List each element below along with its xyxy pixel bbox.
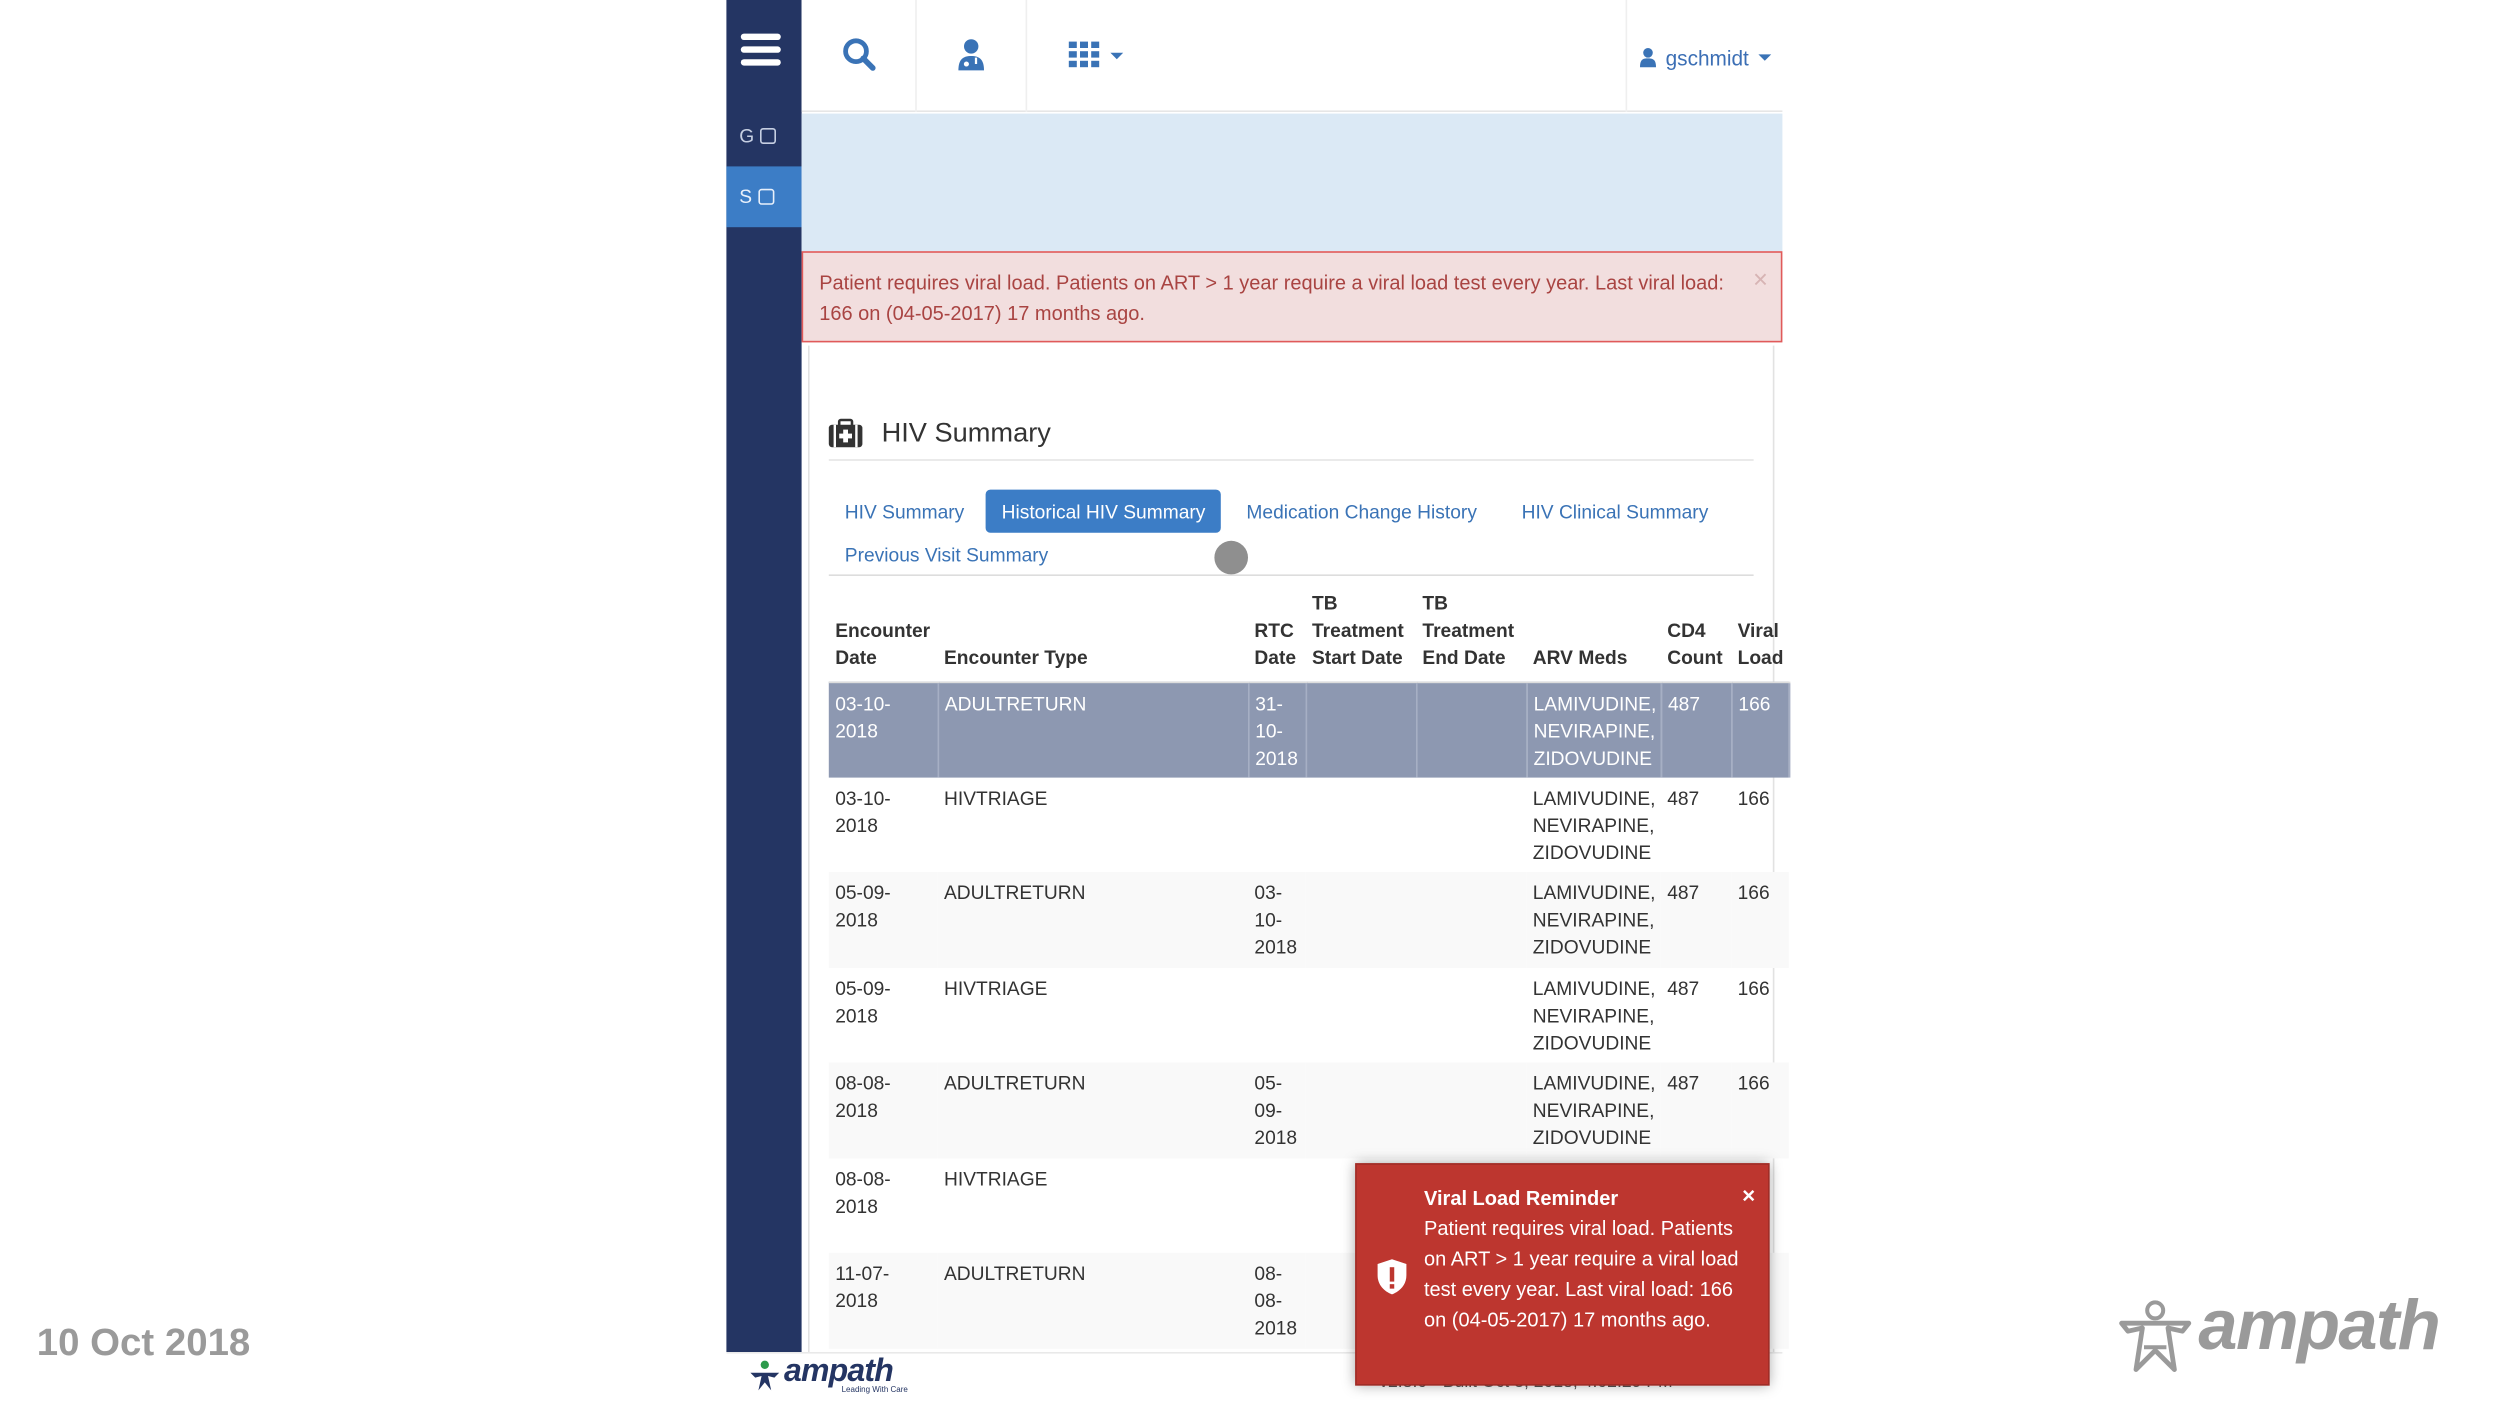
cell-cd4: 487 (1661, 1062, 1731, 1157)
column-header: ARV Meds (1526, 589, 1660, 682)
touch-cursor (1214, 541, 1248, 575)
cell-tb-end (1416, 682, 1526, 777)
ampath-watermark-icon (2115, 1299, 2195, 1382)
username: gschmidt (1665, 45, 1749, 70)
nav-divider (1626, 0, 1628, 112)
table-row[interactable] (829, 1062, 1789, 1157)
nav-divider (1026, 0, 1028, 112)
cell-cd4: 487 (1667, 786, 1700, 809)
column-header: TB Treatment End Date (1416, 589, 1526, 682)
sidebar-item-g[interactable] (726, 106, 801, 167)
cell-arv-meds: LAMIVUDINE, NEVIRAPINE, ZIDOVUDINE (1532, 976, 1656, 1054)
cell-viral-load: 166 (1731, 1062, 1789, 1157)
cell-tb-start (1306, 967, 1416, 1062)
tabs-divider (829, 574, 1754, 576)
hiv-summary-header (829, 414, 1754, 460)
table-row[interactable] (829, 967, 1789, 1062)
tab-previous-visit-summary[interactable]: Previous Visit Summary (844, 543, 1049, 566)
cell-rtc-date: 08-08-2018 (1248, 1253, 1306, 1348)
column-header: RTC Date (1248, 589, 1306, 682)
toast-close-button[interactable]: × (1742, 1182, 1756, 1208)
alert-message: Patient requires viral load. Patients on ART > 1 year require a viral load test every year. Last viral load: 166 on (04-05-2017) 17 months ago. (819, 272, 1724, 325)
sidebar-item-s[interactable] (726, 166, 801, 227)
footer-tagline: Leading With Care (841, 1385, 908, 1396)
checkbox-icon (761, 128, 777, 144)
cell-tb-end (1416, 1062, 1526, 1157)
cell-tb-start (1306, 777, 1416, 872)
cell-tb-end (1416, 777, 1526, 872)
cell-arv-meds: LAMIVUDINE, NEVIRAPINE, ZIDOVUDINE (1526, 1062, 1660, 1157)
cell-encounter-type: HIVTRIAGE (944, 786, 1048, 809)
cell-tb-end (1416, 967, 1526, 1062)
cell-encounter-date: 08-08-2018 (835, 1167, 891, 1217)
apps-grid-icon[interactable] (1067, 42, 1125, 68)
cell-encounter-type: ADULTRETURN (938, 682, 1248, 777)
column-header: Viral Load (1731, 589, 1789, 682)
table-row[interactable] (829, 872, 1789, 967)
ampath-watermark-text: ampath (2198, 1286, 2440, 1365)
cell-encounter-date: 11-07-2018 (829, 1253, 938, 1348)
cell-cd4: 487 (1667, 976, 1700, 1000)
cell-cd4: 487 (1661, 682, 1731, 777)
nav-divider (915, 0, 917, 112)
cell-tb-end (1416, 872, 1526, 967)
cell-encounter-type: ADULTRETURN (938, 1253, 1248, 1348)
viral-load-toast[interactable] (1355, 1163, 1769, 1385)
sidebar-item-letter: G (739, 124, 755, 148)
cell-rtc-date (1248, 1158, 1306, 1253)
cell-encounter-type: ADULTRETURN (938, 872, 1248, 967)
column-header: Encounter Type (938, 589, 1248, 682)
tab-historical-hiv-summary[interactable]: Historical HIV Summary (986, 490, 1222, 533)
cell-encounter-date: 03-10-2018 (835, 786, 891, 836)
column-header: TB Treatment Start Date (1306, 589, 1416, 682)
toast-message: Patient requires viral load. Patients on ART > 1 year require a viral load test every year. Last viral load: 166 on (04-05-2017) 17 months ago. (1424, 1217, 1739, 1332)
sidebar-item-letter: S (739, 185, 753, 208)
cell-rtc-date: 31-10-2018 (1248, 682, 1306, 777)
cell-viral-load: 166 (1737, 976, 1770, 1000)
cell-encounter-date: 05-09-2018 (835, 976, 891, 1027)
toast-title: Viral Load Reminder (1424, 1187, 1619, 1210)
shield-icon (1376, 1258, 1408, 1296)
user-menu[interactable] (1640, 42, 1771, 74)
table-row[interactable] (829, 682, 1789, 777)
page-title: HIV Summary (881, 417, 1051, 448)
cell-encounter-date: 08-08-2018 (829, 1062, 938, 1157)
table-header-row (829, 589, 1789, 682)
cell-arv-meds: LAMIVUDINE, NEVIRAPINE, ZIDOVUDINE (1526, 872, 1660, 967)
viral-load-alert (802, 251, 1783, 342)
cell-cd4: 487 (1661, 872, 1731, 967)
column-header: CD4 Count (1661, 589, 1731, 682)
date-label: 10 Oct 2018 (36, 1321, 251, 1365)
cell-rtc-date (1248, 777, 1306, 872)
cell-arv-meds: LAMIVUDINE, NEVIRAPINE, ZIDOVUDINE (1526, 682, 1660, 777)
cell-tb-start (1306, 1062, 1416, 1157)
checkbox-icon (758, 189, 774, 205)
column-header: Encounter Date (829, 589, 938, 682)
cell-encounter-type: HIVTRIAGE (944, 1167, 1048, 1190)
cell-tb-start (1306, 872, 1416, 967)
cell-encounter-date: 05-09-2018 (829, 872, 938, 967)
top-navbar (802, 0, 1783, 112)
footer-logo-text: ampath (784, 1353, 893, 1389)
alert-close-button[interactable]: × (1753, 267, 1768, 295)
table-row[interactable] (829, 777, 1789, 872)
doctor-icon[interactable] (955, 37, 987, 72)
cell-rtc-date (1248, 967, 1306, 1062)
user-icon (1640, 48, 1656, 67)
cell-encounter-type: HIVTRIAGE (944, 976, 1048, 1000)
search-icon[interactable] (842, 37, 877, 72)
tab-hiv-clinical-summary[interactable]: HIV Clinical Summary (1521, 500, 1709, 523)
patient-banner-panel (802, 114, 1783, 252)
tab-hiv-summary[interactable]: HIV Summary (844, 500, 965, 523)
cell-tb-start (1306, 682, 1416, 777)
ampath-logo-icon (747, 1358, 782, 1393)
medkit-icon (829, 419, 863, 448)
hamburger-icon[interactable] (741, 34, 781, 66)
cell-rtc-date: 03-10-2018 (1248, 872, 1306, 967)
cell-encounter-type: ADULTRETURN (938, 1062, 1248, 1157)
cell-rtc-date: 05-09-2018 (1248, 1062, 1306, 1157)
cell-arv-meds: LAMIVUDINE, NEVIRAPINE, ZIDOVUDINE (1532, 786, 1656, 864)
tab-medication-change-history[interactable]: Medication Change History (1246, 500, 1477, 523)
cell-viral-load: 166 (1737, 786, 1770, 809)
cell-encounter-date: 03-10-2018 (829, 682, 938, 777)
cell-viral-load: 166 (1731, 682, 1789, 777)
caret-down-icon (1758, 53, 1771, 63)
cell-viral-load: 166 (1731, 872, 1789, 967)
